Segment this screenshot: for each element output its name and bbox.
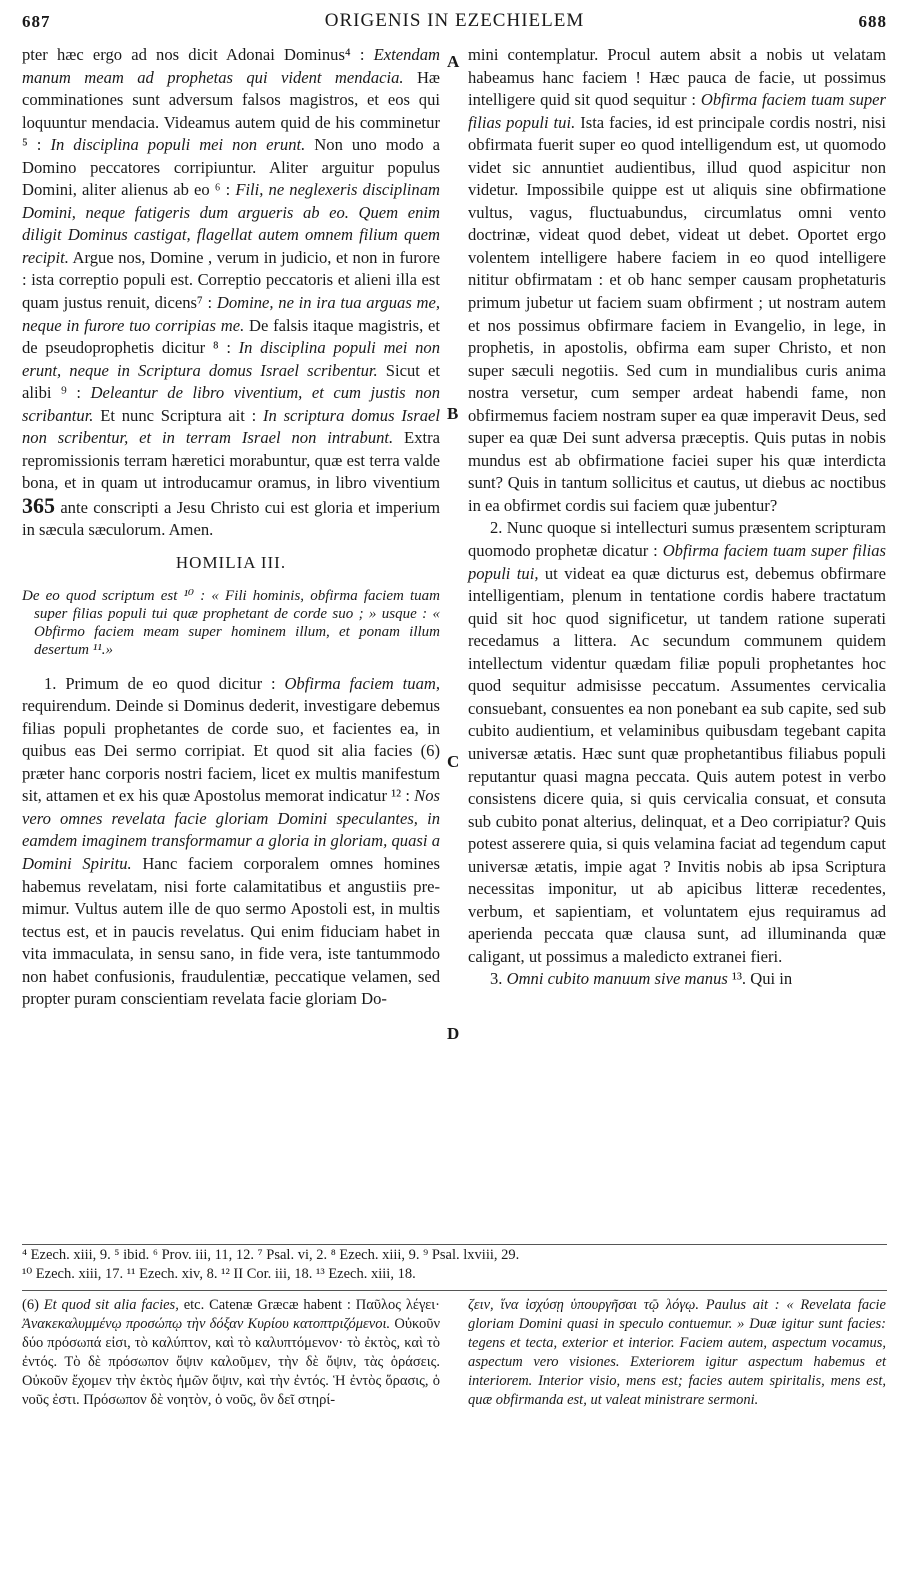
footnote-line: ¹⁰ Ezech. xiii, 17. ¹¹ Ezech. xiv, 8. ¹² II Cor. iii, 18. ¹³ Ezech. xiii, 18. xyxy=(22,1266,416,1282)
text-run: requirendum. Deinde si Dominus dederit, investigare debemus filias populi prophetantes de corde suo, et facientes ea, in quibus eas Dei sermo corripiat. Et quod sit alia facies (6) præter hanc corporis nostri faciem, licet ex multis manifestum sit, attamen et ex his quæ Apostolus memorat indicatur ¹² : xyxy=(22,696,440,806)
margin-marker-b: B xyxy=(447,404,459,423)
paragraph xyxy=(468,517,886,968)
text-run: Ἀνακεκαλυμμένῳ προσώπῳ τὴν δόξαν Κυρίου κατοπτριζόμενοι. xyxy=(22,1316,391,1332)
running-header xyxy=(22,6,887,36)
text-run: Deleantur de libro viventium, et cum justis non scribantur. xyxy=(22,383,440,425)
text-run: Hanc faciem corporalem omnes homines habemus revelatam, nisi forte calamitatibus et angustiis premimur. Vultus autem ille de quo sermo Apostoli est, in multis tectus est, et in paucis revelatus. Qui enim fiduciam habet in vita immaculata, in sensu sano, in fide vera, iste tantummodo non habet confusionis, fraudulentiæ, peccatique velamen, sed propter puram conscientiam revelata facie gloriam Do- xyxy=(22,853,440,1009)
text-run: Nos vero omnes revelata facie gloriam Domini speculantes, in eamdem imaginem transformamur a gloria in gloriam, quasi a Domini Spiritu. xyxy=(22,786,440,873)
text-run: Non uno modo a Domino peccatores corripiuntur. Aliter arguitur populus Domini, aliter alienus ab eo ⁶ : xyxy=(22,135,441,200)
text-run: Οὐκοῦν δύο πρόσωπά εἰσι, τὸ καλύπτον, καὶ τὸ καλυπτόμενον· τὸ ἐκτὸς, καὶ τὸ ἐντός. Τὸ δὲ πρόσωπον ὄψιν καλοῦμεν, τὴν δὲ ὄψιν, τὰς ὁράσεις. Οὐκοῦν ἔχομεν τὴν ἐκτὸς ἡμῶν ὄψιν, καὶ τὴν ἐντός. Ἡ ἐντὸς ὅρασις, ὁ νοῦς ἐστι. Πρόσωπον δὲ νοητὸν, ὁ νοῦς, ὃν δεῖ στηρί- xyxy=(22,1316,440,1408)
text-run: (6) xyxy=(22,1297,44,1313)
commentary-right xyxy=(468,1296,886,1410)
page-number-left: 687 xyxy=(22,12,51,31)
text-run: Extra repromissionis terram hæretici morabuntur, quæ est terra valde bona, et in quam ut introducamur oramus, in libro viventium xyxy=(22,428,440,493)
margin-marker-d: D xyxy=(447,1024,460,1043)
text-run: 1. Primum de eo quod dicitur : xyxy=(44,673,285,693)
footnote-rule xyxy=(22,1244,887,1245)
text-run: In disciplina populi mei non erunt. xyxy=(50,135,306,155)
text-run: 2. Nunc quoque si intellecturi sumus præsentem scripturam quomodo prophetæ dicatur : xyxy=(468,518,886,561)
text-run: Domine, ne in ira tua arguas me, neque in furore tuo corripias me. xyxy=(22,293,440,335)
homily-title: HOMILIA III. xyxy=(175,553,287,573)
text-run: 3. xyxy=(490,969,507,989)
text-run: Fili, ne neglexeris disciplinam Domini, neque fatigeris dum argueris ab eo. Quem enim diligit Dominus castigat, flagellat autem omnem filium quem recipit. xyxy=(22,180,440,267)
text-run: Hæ comminationes sunt adversum falsos magistros, et eos qui loquuntur mendacia. Videamus autem quid de his comminetur ⁵ : xyxy=(22,67,440,155)
text-run: 365 xyxy=(22,492,55,518)
footnotes xyxy=(22,1246,887,1284)
paragraph xyxy=(22,673,440,1011)
margin-marker-a: A xyxy=(447,52,460,71)
running-title: ORIGENIS IN EZECHIELEM xyxy=(324,10,585,31)
text-run: Ista facies, id est principale cordis nostri, nisi obfirmata fuerit super eo quod intelligendum est, ut quomodo videt sic annuntiet audientibus, illud quod aspicitur non videtur. Impossibile quippe est ut aliquis sine obfirmatione vultus, vagus, fluctuabundus, circumlatus omni vento doctrinæ, videat quod debet, videat ut debet. Oportet ergo volentem intelligere habere faciem in eo quod intelligere nititur obfirmatam : et ob hanc semper causam prophetaturis primum jubetur ut faciem suam obfirment ; ut nostram autem et nos possimus obfirmare faciem in Evangelio, in lege, in prophetis, in apostolis, obfirma eam super Christo, et non super sæculi negotiis. Sed cum in mundialibus curis anima nostra versetur, cum semper ardeat habendi fame, non obfirmemus faciem nostram super ea quæ imperavit Deus, sed super ea quæ Dei sunt adversa præceptis. Quis putas in nobis mundus est ab obfirmatione faciei super his quæ interdicta sunt? Quis in tantum sollicitus et cautus, ut diebus ac noctibus in ea obfirmet cordis sui faciem quæ jubentur? xyxy=(468,112,886,515)
text-run: Sicut et alibi ⁹ : xyxy=(22,360,440,403)
text-run: Et quod sit alia facies, xyxy=(43,1297,179,1313)
page-number-right: 688 xyxy=(858,12,887,31)
text-run: Omni cubito manuum sive manus xyxy=(506,969,728,989)
footnote-line: ⁴ Ezech. xiii, 9. ⁵ ibid. ⁶ Prov. iii, 11, 12. ⁷ Psal. vi, 2. ⁸ Ezech. xiii, 9. ⁹ Psal. lxviii, 29. xyxy=(22,1247,520,1263)
paragraph xyxy=(468,968,886,991)
text-run: In disciplina populi mei non erunt, neque in Scriptura domus Israel scribentur. xyxy=(22,338,440,380)
paragraph xyxy=(22,44,440,542)
text-run: Obfirma faciem tuam, xyxy=(284,673,440,693)
paragraph xyxy=(468,44,886,517)
left-column xyxy=(22,44,440,1011)
text-run: ζειν, ἵνα ἰσχύσῃ ὑπουργῆσαι τῷ λόγῳ. Paulus ait : « Revelata facie gloriam Domini quasi in speculo contuemur. » Duæ igitur sunt facies: tegens et tecta, exterior et interior. Faciem autem, aspectum vocamus, aspectum vero visiones. Exteriorem igitur aspectum habemus et interiorem. Interior visio, mens est; facies autem spiritalis, mens est, quæ obfirmanda est, ut valeat ministrare sermoni. xyxy=(468,1297,886,1408)
right-column xyxy=(468,44,886,991)
text-run: De falsis itaque magistris, et de pseudoprophetis dicitur ⁸ : xyxy=(22,315,440,358)
text-run: ante conscripti a Jesu Christo cui est gloria et imperium in sæcula sæculorum. Amen. xyxy=(22,497,440,540)
commentary-rule xyxy=(22,1290,887,1291)
homily-argument xyxy=(22,587,440,659)
margin-marker-c: C xyxy=(447,752,460,771)
text-run: ¹³. Qui in xyxy=(727,969,793,989)
text-run: Obfirma faciem tuam super filias populi tui, xyxy=(468,541,886,583)
text-run: Extendam manum meam ad prophetas qui vident mendacia. xyxy=(22,45,440,87)
text-run: Obfirma faciem tuam super filias populi tui. xyxy=(468,90,886,132)
text-run: De eo quod scriptum est ¹⁰ : « Fili hominis, obfirma faciem tuam super filias populi tui quæ prophetant de corde suo ; » usque : « Obfirmo faciem meam super hominem illum, et ponam illum desertum ¹¹.» xyxy=(22,587,440,658)
text-run: Et nunc Scriptura ait : xyxy=(93,405,264,425)
commentary-left xyxy=(22,1296,440,1410)
text-run: ut videat ea quæ dicturus est, debemus obfirmare intelligentiam, plenum in tentatione cordis habere tractatum quid sit hoc quod significetur, ut tandem ratione superati recedamus a littera. Ac secundum communem quidem intellectum videntur quædam filiæ populi prophetantes hoc quod sequitur admisisse peccatum. Assumentes cervicalia consuebant, consuentes ea non ponebant ea sub capite, sed sub cubito audientium, et velaminibus quibusdam tegebant capita universæ ætatis. Hæc sunt quæ prophetantibus filiabus populi reputantur quasi magna peccata. Quis autem potest in verbo consistens dicere quia, si quis cervicalia consuat, et consuta sub cubito ponat alterius, delinquat, et a Deo corripiatur? Quis potest asserere quia, si quis velamina faciat ad tegendum caput universæ ætatis, impie agat ? Invitis nobis ab ipsa Scriptura necessitas imponitur, ut ab apicibus litteræ recedentes, verbum, et sapientiam, et voluntatem ejus requiramus ad aperienda peccata quæ clausa sunt, ad illuminanda quæ caligant, ut possimus a maledicto extranei fieri. xyxy=(468,563,886,966)
text-run: Argue nos, Domine , verum in judicio, et non in furore : ista correptio populi est. Correptio peccatoris et alieni illa est quam justus renuit, dicens⁷ : xyxy=(22,247,440,313)
text-run: pter hæc ergo ad nos dicit Adonai Dominus⁴ : xyxy=(22,45,374,64)
text-run: mini contemplatur. Procul autem absit a nobis ut velatam habeamus hanc faciem ! Hæc pauca de facie, ut possimus intelligere quid sit quod sequitur : xyxy=(468,45,886,110)
text-run: etc. Catenæ Græcæ habent : Παῦλος λέγει· xyxy=(178,1297,440,1313)
text-run: In scriptura domus Israel non scribentur, et in terram Israel non intrabunt. xyxy=(22,405,440,448)
